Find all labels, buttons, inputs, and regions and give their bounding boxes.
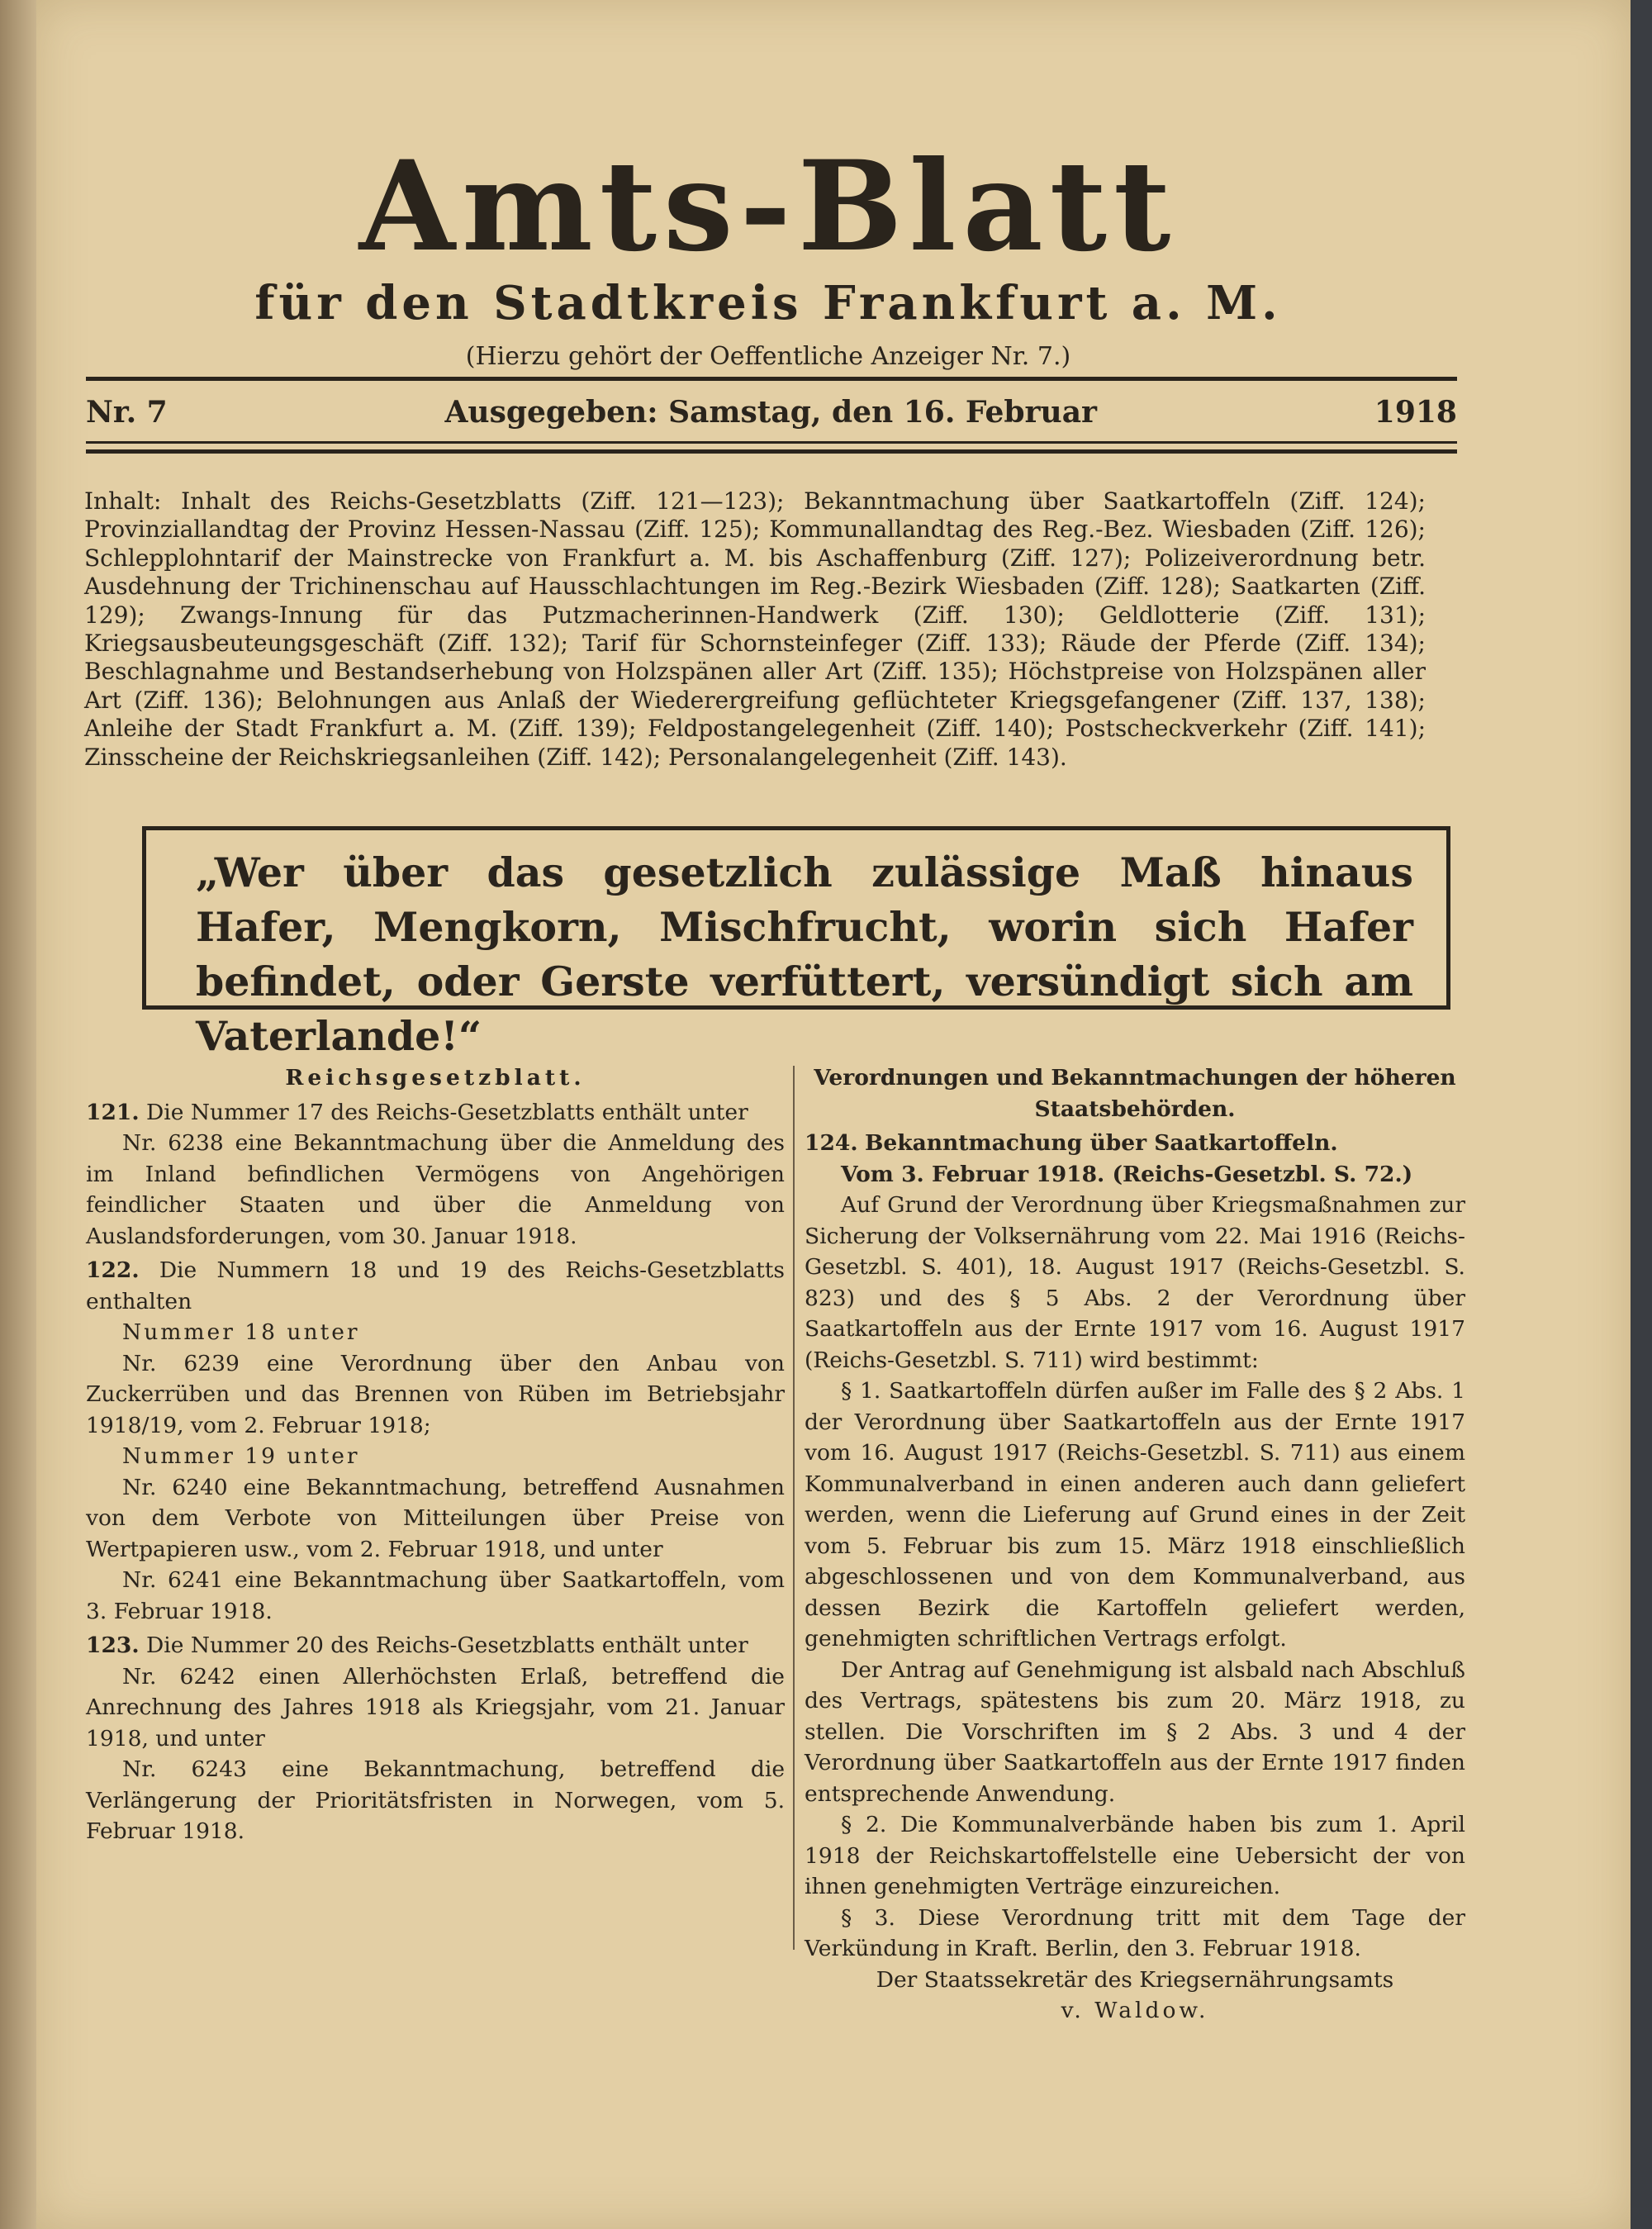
publication-title: Amts-Blatt [358,134,1178,279]
entry-body: Nr. 6238 eine Bekanntmachung über die Anmeldung des im Inland befindlichen Vermögens von Angehörigen feindlicher Staaten und über die Anmeldung von Auslandsforderungen, vom 30. Januar 1918. [86,1130,785,1249]
publication-subtitle: für den Stadtkreis Frankfurt a. M. [254,276,1282,330]
entry-body: Nr. 6243 eine Bekanntmachung, betreffend die Verlängerung der Prioritätsfristen in Norwegen, vom 5. Februar 1918. [86,1756,785,1844]
book-spine [0,0,36,2229]
supplement-note: (Hierzu gehört der Oeffentliche Anzeiger Nr. 7.) [465,342,1071,371]
entry-122 [86,1255,785,1317]
column-divider [793,1066,795,1950]
issue-date: Ausgegeben: Samstag, den 16. Februar [444,395,1097,430]
entry-body: Nr. 6239 eine Verordnung über den Anbau von Zuckerrüben und das Brennen von Rüben im Betriebsjahr 1918/19, vom 2. Februar 1918; [86,1350,785,1438]
entry-number: 121. [86,1099,140,1125]
top-rule [86,377,1457,381]
entry-date: Vom 3. Februar 1918. (Reichs-Gesetzbl. S. 72.) [841,1161,1413,1187]
section-heading: Verordnungen und Bekanntmachungen der höheren Staatsbehörden. [814,1065,1456,1122]
table-of-contents: Inhalt: Inhalt des Reichs-Gesetzblatts (Ziff. 121—123); Bekanntmachung über Saatkartoffeln (Ziff. 124); Provinziallandtag der Provinz Hessen-Nassau (Ziff. 125); Kommunallandtag des Reg.-Bez. Wiesbaden (Ziff. 126); Schlepplohntarif der Mainstrecke von Frankfurt a. M. bis Aschaffenburg (Ziff. 127); Polizeiverordnung betr. Ausdehnung der Trichinenschau auf Hausschlachtungen im Reg.-Bezirk Wiesbaden (Ziff. 128); Saatkarten (Ziff. 129); Zwangs-Innung für das Putzmacherinnen-Handwerk (Ziff. 130); Geldlotterie (Ziff. 131); Kriegsausbeuteungsgeschäft (Ziff. 132); Tarif für Schornsteinfeger (Ziff. 133); Räude der Pferde (Ziff. 134); Beschlagnahme und Bestandserhebung von Holzspänen aller Art (Ziff. 135); Höchstpreise von Holzspänen aller Art (Ziff. 136); Belohnungen aus Anlaß der Wiederergreifung geflüchteter Kriegsgefangener (Ziff. 137, 138); Anleihe der Stadt Frankfurt a. M. (Ziff. 139); Feldpostangelegenheit (Ziff. 140); Postscheckverkehr (Ziff. 141); Zinsscheine der Reichskriegsanleihen (Ziff. 142); Personalangelegenheit (Ziff. 143). [84,487,1426,771]
entry-number: 123. [86,1633,140,1658]
rule-upper [86,441,1457,444]
entry-title: Bekanntmachung über Saatkartoffeln. [864,1130,1338,1156]
paragraph: § 2. Die Kommunalverbände haben bis zum 1. April 1918 der Reichskartoffelstelle eine Uebersicht der von ihnen genehmigten Verträge einzureichen. [805,1812,1465,1899]
entry-123 [86,1630,785,1661]
paragraph: § 1. Saatkartoffeln dürfen außer im Falle des § 2 Abs. 1 der Verordnung über Saatkartoffeln aus der Ernte 1917 vom 16. August 1917 (Reichs-Gesetzbl. S. 711) aus einem Kommunalverband in einen anderen auch dann geliefert werden, wenn die Lieferung auf Grund eines in der Zeit vom 5. Februar bis zum 15. März 1918 einschließlich abgeschlossenen und von dem Kommunalverband, aus dessen Bezirk die Kartoffeln geliefert werden, genehmigten schriftlichen Vertrags erfolgt. [805,1378,1465,1652]
entry-124 [805,1128,1465,1159]
issue-number: Nr. 7 [86,395,168,430]
entry-number: 124. [805,1130,858,1156]
rule-lower [86,449,1457,454]
paragraph: Der Antrag auf Genehmigung ist alsbald nach Abschluß des Vertrags, spätestens bis zum 20. März 1918, zu stellen. Die Vorschriften im § 2 Abs. 3 und 4 der Verordnung über Saatkartoffeln aus der Ernte 1917 finden entsprechende Anwendung. [805,1656,1465,1807]
entry-subheading: Nummer 19 unter [122,1443,360,1469]
entry-text: Die Nummer 17 des Reichs-Gesetzblatts enthält unter [145,1099,748,1125]
entry-number: 122. [86,1257,140,1283]
entry-body: Nr. 6241 eine Bekanntmachung über Saatkartoffeln, vom 3. Februar 1918. [86,1567,785,1624]
entry-text: Die Nummern 18 und 19 des Reichs-Gesetzblatts enthalten [86,1257,785,1314]
masthead [83,134,1454,371]
right-column [805,1062,1465,2027]
paragraph: Auf Grund der Verordnung über Kriegsmaßnahmen zur Sicherung der Volksernährung vom 22. Mai 1916 (Reichs-Gesetzbl. S. 401), 18. August 1917 (Reichs-Gesetzbl. S. 823) und des § 5 Abs. 2 der Verordnung über Saatkartoffeln aus der Ernte 1917 vom 16. August 1917 (Reichs-Gesetzbl. S. 711) wird bestimmt: [805,1192,1465,1373]
issue-year: 1918 [1374,395,1457,430]
signature-name: v. Waldow. [1061,1998,1209,2023]
motto-box: „Wer über das gesetzlich zulässige Maß hinaus Hafer, Mengkorn, Mischfrucht, worin sich Hafer befindet, oder Gerste verfüttert, versündigt sich am Vaterlande!“ [142,826,1450,1010]
section-heading: Reichsgesetzblatt. [285,1065,586,1091]
signature-title: Der Staatssekretär des Kriegsernährungsamts [876,1966,1394,1993]
issue-line [86,395,1457,430]
entry-text: Die Nummer 20 des Reichs-Gesetzblatts enthält unter [145,1633,748,1658]
entry-body: Nr. 6242 einen Allerhöchsten Erlaß, betreffend die Anrechnung des Jahres 1918 als Kriegsjahr, vom 21. Januar 1918, und unter [86,1663,785,1751]
entry-subheading: Nummer 18 unter [122,1319,360,1345]
entry-121 [86,1097,785,1129]
paragraph: § 3. Diese Verordnung tritt mit dem Tage der Verkündung in Kraft. Berlin, den 3. Februar 1918. [805,1904,1465,1961]
left-column [86,1062,785,1847]
newspaper-page [36,0,1631,2229]
entry-body: Nr. 6240 eine Bekanntmachung, betreffend Ausnahmen von dem Verbote von Mitteilungen über Preise von Wertpapieren usw., vom 2. Februar 1918, und unter [86,1474,785,1562]
